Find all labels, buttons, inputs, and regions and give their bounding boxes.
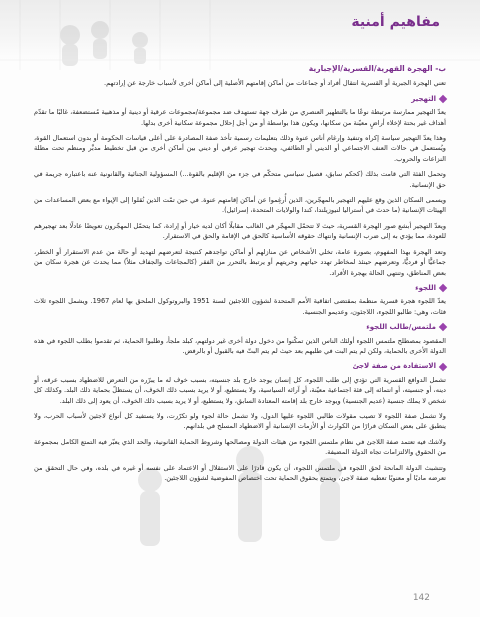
diamond-bullet-icon: [439, 95, 447, 103]
article-body: [34, 64, 446, 488]
intro-paragraph: تعني الهجرة الجبرية أو القسرية انتقال أفراد أو جماعات من أماكن إقامتهم الأصلية إلى أماكن أخرى لأسباب خارجة عن إرادتهم.: [104, 79, 446, 88]
diamond-bullet-icon: [439, 284, 447, 292]
section-title: مفاهيم أمنية: [351, 14, 440, 30]
subheading-refugee-status: [34, 361, 446, 371]
main-heading: ب- الهجرة القهرية/القسرية/الإجبارية: [308, 64, 446, 73]
subheading-label: التهجير: [411, 94, 436, 103]
paragraph: المقصود بمصطلح ملتمس اللجوء أولئك الناس الذين تمكّنوا من دخول دولة أخرى غير دولتهم، كبلد ملجأ، وطلبوا الحماية، ثم تقدموا بطلب اللجوء في هذه الدولة الأخرى بالحماية، ولكن لم يتم البت في طلبهم بعد حيث لم يتم البتّ فيه بالقبول أو بالرفض.: [34, 336, 446, 355]
paragraph: تشمل الدوافع القسرية التي تؤدي إلى طلب اللجوء، كل إنسان يوجد خارج بلد جنسيته، بسبب خوف له ما يبرّره من التعرض للاضطهاد بسبب عرقه، أو دينه، أو جنسيته، أو انتمائه إلى فئة اجتماعية معيّنة، أو آرائه السياسية، ولا يستطيع، أو لا يريد بسبب ذلك الخوف، أن يستظلّ بحماية ذلك البلد. وكذلك كل شخص لا يملك جنسية (عديم الجنسية) ويوجد خارج بلد إقامته المعتادة السابق، ولا يستطيع، أو لا يريد بسبب ذلك الخوف، أن يعود إلى ذلك البلد.: [34, 375, 446, 405]
paragraph: ويعدّ التهجير أبشع صور الهجرة القسرية، حيث لا تتحمّل المهجّر في الغالب مقابلًا أكان لديه خيار أو إرادة، كما يتحمّل المهجّرون تعويضًا عادلًا بعد تهجيرهم للعودة، مما يؤدي به إلى ضرب الإنسانية وانتهاك حقوقه الأساسية كالحق في الإقامة والحق في الاستقرار.: [34, 221, 446, 241]
subheading-asylum-seeker: [34, 322, 446, 332]
paragraph: وتعد الهجرة بهذا المفهوم، بصورة عامة، تخلي الأشخاص عن منازلهم أو أماكن تواجدهم كنتيجة لتعرضهم لتهديد أو حالة من عدم الاستقرار أو الخطر، جماعيًّا أو فرديًّا، وتعرضهم حينئذ لمخاطر تهدد حياتهم وحريتهم أو يرتبط بالتحرر من الفقر (كالمجاعات والجفاف مثلاً) مما يحدث عن هجرة سكان من بعض المناطق، وتنتهي الحالة بهجرة الأفراد.: [34, 247, 446, 277]
subheading-label: اللجوء: [415, 283, 436, 292]
paragraph: ولاشك فيه تعتمد صفة اللاجئ في نظام ملتمس اللجوء من هيئات الدولة ومصالحها وشروط الحماية القانونية، والحد الذي يعبّر فيه التمتع الكامل بمجموعة من الحقوق والالتزامات تجاه الدولة المضيفة.: [34, 437, 446, 457]
paragraph: وهذا يعدّ التهجير سياسة إكراه وتنفيذ وإرغام أناس عنوة وذلك بتعليمات رسمية تأخذ صفة المصادرة على أعلى قياسات الحكومة أو بدون استعمال القوة، ويُستعمل في حالات العنف الاجتماعي أو الديني أو الطائفي، ويحدث تهجير عرقي أو ديني بين أماكن أخرى من قبل تخطيط مدبَّر ومنظم تحت مظلة النزاعات والحروب.: [34, 134, 446, 163]
subheading-label: الاستفادة من صفة لاجئ: [352, 362, 436, 371]
subheading-tahjir: [34, 94, 446, 104]
diamond-bullet-icon: [439, 362, 447, 370]
paragraph: وتتشبث الدولة المانحة لحق اللجوء في ملتمس اللجوء، أن يكون قادرًا على الاستقلال أو الاعتماد على نفسه أو غيره في بلده، وفي حال التحقق من تعرضه ماديًا أو معنويًا تعطيه صفة لاجئ، ويتمتع بحقوق الحماية تحت اختصاص المفوضية لشؤون اللاجئين.: [34, 463, 446, 482]
subheading-lujoo: [34, 283, 446, 293]
paragraph: وتحمل الفئة التي قامت بذلك (كحكم سابق، فصيل سياسي متحكّم في جزء من الإقليم بالقوة...) المسؤولية الجنائية والقانونية عنه باعتباره جريمة في حق الإنسانية.: [34, 170, 446, 189]
subheading-label: ملتمس/طالب اللجوء: [366, 323, 436, 332]
paragraph: يعدّ التهجير ممارسة مرتبطة نوعًا ما بالتطهير العنصري من طرف جهة تستهدف ضد مجموعة/مجموعات عرقية أو دينية أو مذهبية مُستضعفة، غالبًا ما تقدّم أهداف غير بحتة لإخلاء أراضٍ معيّنة من سكانها، ويكون هذا بواسطة أو من أجل إحلال مجموعة سكانية أخرى بدلها.: [34, 108, 446, 127]
diamond-bullet-icon: [439, 323, 447, 331]
paragraph: يعدّ اللجوء هجرة قسرية منظمة بمقتضى اتفاقية الأمم المتحدة لشؤون اللاجئين لسنة 1951 والبروتوكول الملحق بها لعام 1967. ويشمل اللجوء ثلاث فئات، وهي: طالبو اللجوء، اللاجئون، وعديمو الجنسية.: [34, 297, 446, 316]
paragraph: ولا تشمل صفة اللجوء لا تصيب مقولات طالبي اللجوء عليها الدول، ولا تشمل حالة لجوء ولو تكرّرت، ولا يستفيد كل أنواع لاجئين لأسباب الحرب، ولا ينطبق على بعض السكان فرارًا من الكوارث أو الأزمات الإنسانية أو الاضطهاد المسلح في بلدانهم.: [34, 411, 446, 431]
paragraph: ويسمى السكان الذين وقع عليهم التهجير بالمهجّرين، الذين أُرغِموا عن أماكن إقامتهم عنوة. في حين تمّت الذين نُقلوا إلى الإيواء مع بعض المساعدات من الهيئات الإنسانية (ما حدث في أستراليا لنيوزيلندا، كندا والولايات المتحدة، إسرائيل).: [34, 196, 446, 215]
page-number: 142: [412, 593, 430, 603]
